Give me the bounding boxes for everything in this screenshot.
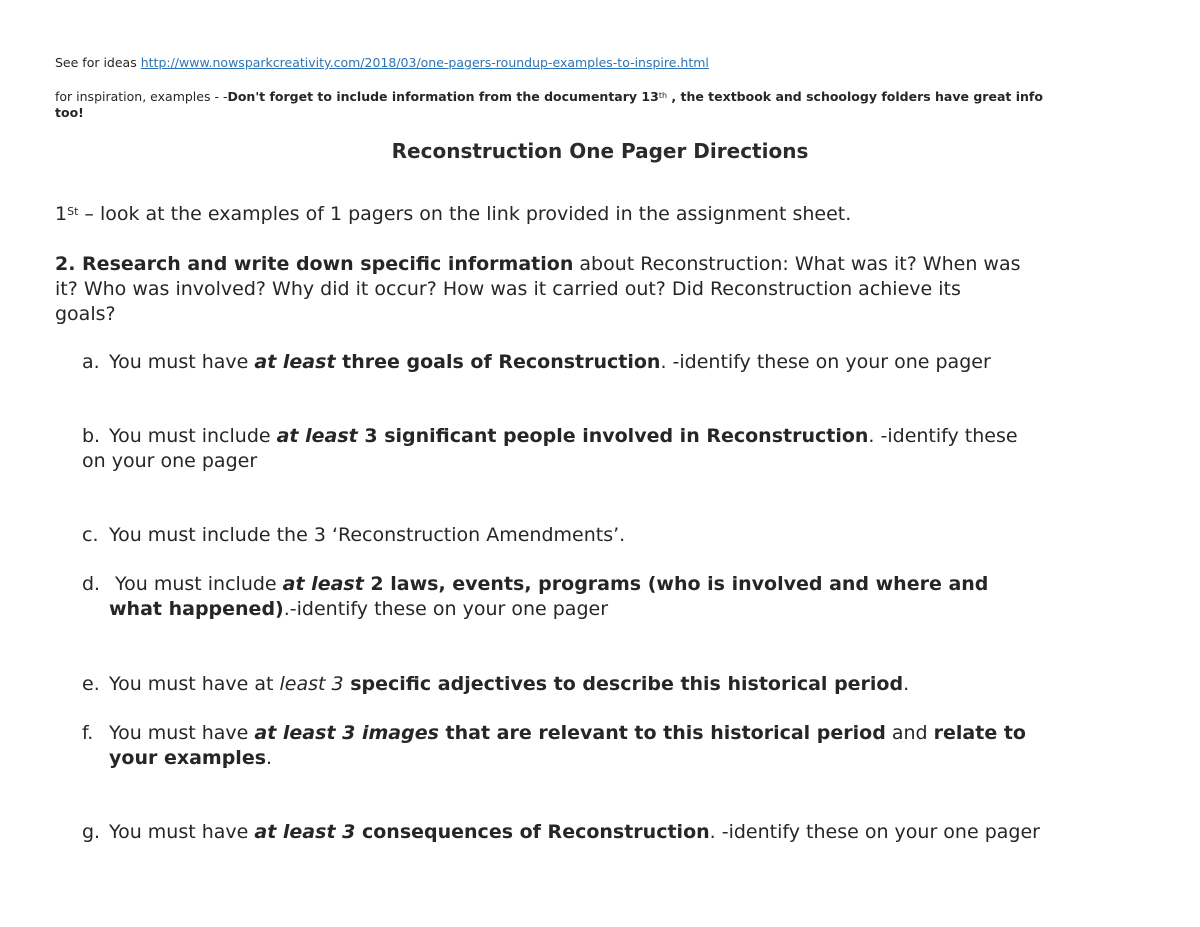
item-bold: 2 laws, events, programs (who is involved and where and <box>363 573 989 595</box>
list-marker: e. <box>82 673 100 695</box>
list-item-b-line-1 <box>82 424 1018 449</box>
list-marker: d. <box>82 573 101 595</box>
inspiration-prefix: for inspiration, examples - - <box>55 89 228 104</box>
item-italic: least 3 <box>279 673 344 695</box>
step-2 <box>55 252 1021 327</box>
item-bold-italic: at least <box>282 573 364 595</box>
step-1-sup: St <box>67 205 79 218</box>
item-text: . -identify these on your one pager <box>709 821 1040 843</box>
item-text: .-identify these on your one pager <box>283 598 609 620</box>
item-text: . <box>903 673 910 695</box>
item-bold: that are relevant to this historical period <box>438 722 886 744</box>
step-2-bold: 2. Research and write down specific information <box>55 253 574 275</box>
list-marker: a. <box>82 351 100 373</box>
list-item-g <box>82 820 1040 845</box>
list-item-d-line-2 <box>82 597 988 622</box>
inspiration-bold-1: Don't forget to include information from the documentary 13 <box>227 89 659 104</box>
list-item-c <box>82 523 625 548</box>
inspiration-bold-2: , the textbook and schoology folders have great info <box>667 89 1043 104</box>
page-title: Reconstruction One Pager Directions <box>391 139 809 163</box>
list-item-f-line-2 <box>82 746 1026 771</box>
step-2-line-1-rest: about Reconstruction: What was it? When was <box>573 253 1021 275</box>
step-1 <box>55 202 851 227</box>
list-item-a <box>82 350 991 375</box>
list-item-f <box>82 721 1026 771</box>
item-bold: three goals of Reconstruction <box>335 351 661 373</box>
inspiration-line-2 <box>55 105 1165 121</box>
step-1-number: 1 <box>55 203 68 225</box>
inspiration-line-1 <box>55 89 1165 105</box>
item-bold: what happened) <box>109 598 284 620</box>
item-text: . -identify these on your one pager <box>660 351 991 373</box>
item-bold: 3 significant people involved in Reconstruction <box>357 425 869 447</box>
list-item-b <box>82 424 1018 474</box>
list-marker: c. <box>82 524 99 546</box>
item-text: You must have <box>109 351 255 373</box>
item-text: . <box>266 747 273 769</box>
item-text: You must have <box>109 722 255 744</box>
list-marker: b. <box>82 425 101 447</box>
item-bold: specific adjectives to describe this historical period <box>343 673 904 695</box>
item-text: . -identify these <box>868 425 1018 447</box>
step-2-line-2: it? Who was involved? Why did it occur? How was it carried out? Did Reconstruction achieve its <box>55 278 961 300</box>
item-text: You must include the 3 ‘Reconstruction Amendments’. <box>109 524 626 546</box>
item-bold-italic: at least <box>254 351 336 373</box>
examples-link[interactable]: http://www.nowsparkcreativity.com/2018/03/one-pagers-roundup-examples-to-inspire.html <box>140 55 709 70</box>
list-marker: g. <box>82 821 101 843</box>
list-item-e <box>82 672 909 697</box>
see-for-ideas-text: See for ideas <box>55 55 137 70</box>
item-bold: relate to <box>933 722 1026 744</box>
item-text: You must include <box>109 573 283 595</box>
step-2-line-3: goals? <box>55 303 116 325</box>
item-text: You must include <box>109 425 277 447</box>
list-item-f-line-1 <box>82 721 1026 746</box>
item-bold: consequences of Reconstruction <box>355 821 710 843</box>
step-2-line-1 <box>55 252 1021 277</box>
item-bold-italic: at least 3 images <box>254 722 439 744</box>
item-text: You must have at <box>109 673 280 695</box>
item-bold-italic: at least 3 <box>254 821 356 843</box>
inspiration-note <box>55 89 1165 121</box>
ideas-line <box>55 55 709 71</box>
step-1-text: – look at the examples of 1 pagers on the link provided in the assignment sheet. <box>78 203 852 225</box>
inspiration-bold-3: too! <box>55 105 84 120</box>
list-item-d <box>82 572 988 622</box>
list-marker: f. <box>82 722 94 744</box>
list-item-d-line-1 <box>82 572 988 597</box>
item-text: You must have <box>109 821 255 843</box>
inspiration-sup: th <box>658 91 668 100</box>
item-bold: your examples <box>109 747 267 769</box>
list-item-b-line-2: on your one pager <box>82 450 258 472</box>
item-text: and <box>885 722 934 744</box>
item-bold-italic: at least <box>276 425 358 447</box>
